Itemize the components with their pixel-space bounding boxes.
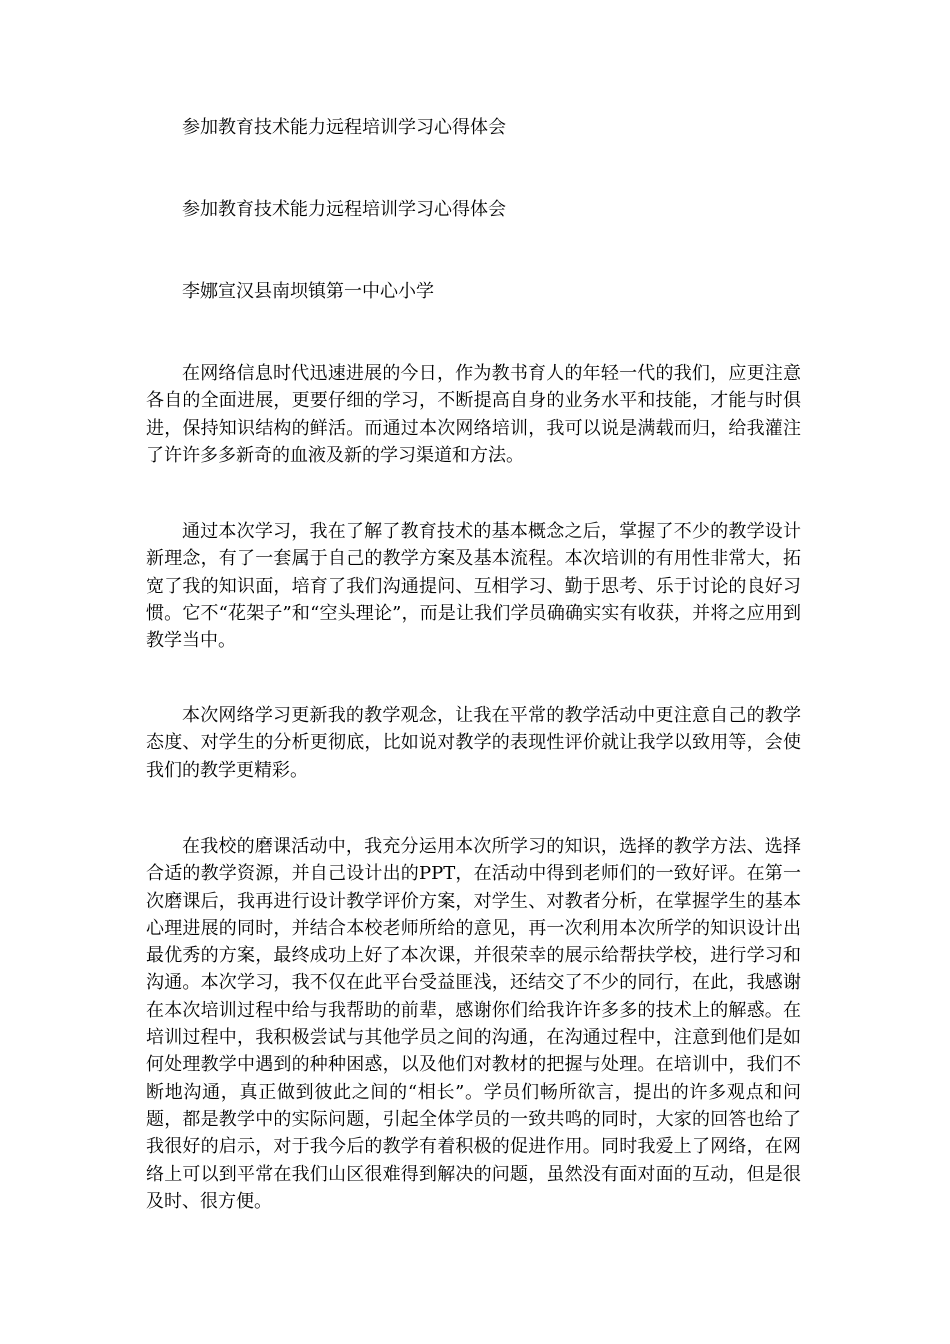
document-title: 参加教育技术能力远程培训学习心得体会 — [182, 117, 506, 138]
paragraph: 本次网络学习更新我的教学观念，让我在平常的教学活动中更注意自己的教学态度、对学生的分析更彻底，比如说对教学的表现性评价就让我学以致用等，会使我们的教学更精彩。 — [146, 705, 801, 781]
document-subtitle: 参加教育技术能力远程培训学习心得体会 — [182, 199, 506, 220]
paragraph: 通过本次学习，我在了解了教育技术的基本概念之后，掌握了不少的教学设计新理念，有了一套属于自己的教学方案及基本流程。本次培训的有用性非常大，拓宽了我的知识面，培育了我们沟通提问、互相学习、勤于思考、乐于讨论的良好习惯。它不“花架子”和“空头理论”，而是让我们学员确确实实有收获，并将之应用到教学当中。 — [146, 521, 801, 652]
paragraph: 在我校的磨课活动中，我充分运用本次所学习的知识，选择的教学方法、选择合适的教学资源，并自己设计出的PPT，在活动中得到老师们的一致好评。在第一次磨课后，我再进行设计教学评价方案，对学生、对教者分析，在掌握学生的基本心理进展的同时，并结合本校老师所给的意见，再一次利用本次所学的知识设计出最优秀的方案，最终成功上好了本次课，并很荣幸的展示给帮扶学校，进行学习和沟通。本次学习，我不仅在此平台受益匪浅，还结交了不少的同行，在此，我感谢在本次培训过程中给与我帮助的前辈，感谢你们给我许许多多的技术上的解惑。在培训过程中，我积极尝试与其他学员之间的沟通，在沟通过程中，注意到他们是如何处理教学中遇到的种种困惑，以及他们对教材的把握与处理。在培训中，我们不断地沟通，真正做到彼此之间的“相长”。学员们畅所欲言，提出的许多观点和问题，都是教学中的实际问题，引起全体学员的一致共鸣的同时，大家的回答也给了我很好的启示，对于我今后的教学有着积极的促进作用。同时我爱上了网络，在网络上可以到平常在我们山区很难得到解决的问题，虽然没有面对面的互动，但是很及时、很方便。 — [146, 836, 801, 1212]
author-line: 李娜宣汉县南坝镇第一中心小学 — [182, 281, 434, 302]
paragraph: 在网络信息时代迅速进展的今日，作为教书育人的年轻一代的我们，应更注意各自的全面进展，更要仔细的学习，不断提高自身的业务水平和技能，才能与时俱进，保持知识结构的鲜活。而通过本次网络培训，我可以说是满载而归，给我灌注了许许多多新奇的血液及新的学习渠道和方法。 — [146, 363, 801, 466]
